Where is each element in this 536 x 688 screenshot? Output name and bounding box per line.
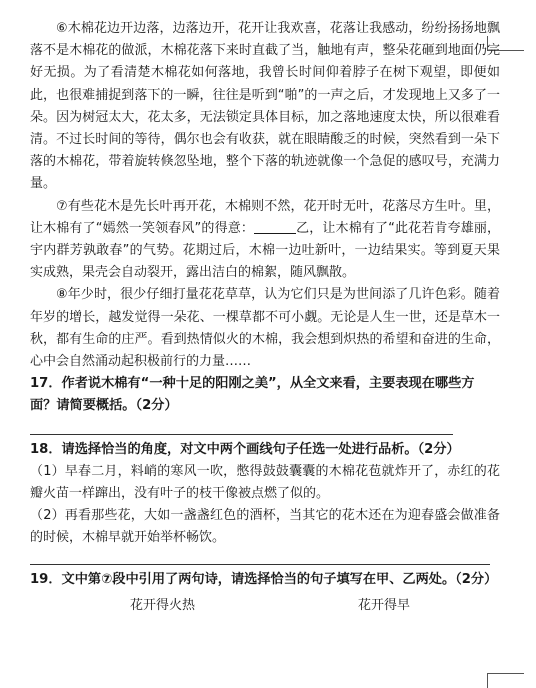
paragraph-7-text-after: ，让木棉有了“此花若肯夸雄丽，宇内群芳孰敢春”的气势。花期过后，木棉一边吐新叶，一边结果实。等到夏天果实成熟，果壳会自动裂开，露出洁白的棉絮，随风飘散。: [30, 220, 500, 281]
blank-label: 乙: [296, 220, 310, 236]
question-18-item-2: （2）再看那些花，大如一盏盏红色的酒杯，当其它的花木还在为迎春盛会做准备的时候，木棉早就开始举杯畅饮。: [30, 508, 500, 546]
paragraph-8: ⑧年少时，很少仔细打量花花草草，认为它们只是为世间添了几许色彩。随着年岁的增长，越发觉得一朵花、一棵草都不可小觑。无论是人生一世，还是草木一秋，都有生命的庄严。看到热情似火的木棉，我会想到炽热的希望和奋进的生命，心中会自然涌动起积极前行的力量……: [30, 287, 500, 370]
paragraph-6: ⑥木棉花边开边落，边落边开，花开让我欢喜，花落让我感动，纷纷扬扬地飘落不是木棉花的做派，木棉花落下来时直截了当，触地有声，整朵花砸到地面仍完好无损。为了看清楚木棉花如何落地，我曾长时间仰着脖子在树下观望，即便如此，也很难捕捉到落下的一瞬，往往是听到“啪”的一声之后，才发现地上又多了一朵。因为树冠太大，花太多，无法锁定具体目标，加之落地速度太快，所以很难看清。不过长时间的等待，偶尔也会有收获，就在眼睛酸乏的时候，突然看到一朵下落的木棉花，带着旋转倏忽坠地，整个下落的轨迹就像一个急促的感叹号，充满力量。: [30, 21, 500, 192]
option-b: 花开得早: [358, 597, 411, 613]
paragraph-7: [30, 196, 500, 285]
paragraph-7-text-before: ⑦有些花木是先长叶再开花，木棉则不然，花开时无叶，花落尽方生叶。里，让木棉有了“嫣然一笑领春风”的得意：: [30, 198, 500, 236]
question-19-options: [30, 595, 500, 617]
fill-blank-yi: [254, 219, 296, 234]
question-18: 18．请选择恰当的角度，对文中两个画线句子任选一处进行品析。（2分）: [30, 441, 460, 457]
option-a: 花开得火热: [130, 597, 196, 613]
crop-mark-bottom-right: [487, 673, 524, 688]
document-page: [30, 18, 500, 617]
question-19: 19．文中第⑦段中引用了两句诗，请选择恰当的句子填写在甲、乙两处。（2分）: [30, 571, 498, 587]
question-18-item-1: （1）早春二月，料峭的寒风一吹，憋得鼓鼓囊囊的木棉花苞就炸开了，赤红的花瓣火苗一样蹿出，没有叶子的枝干像被点燃了似的。: [30, 463, 500, 502]
question-17: 17．作者说木棉有“一种十足的阳刚之美”，从全文来看，主要表现在哪些方面？请简要概括。（2分）: [30, 376, 475, 414]
